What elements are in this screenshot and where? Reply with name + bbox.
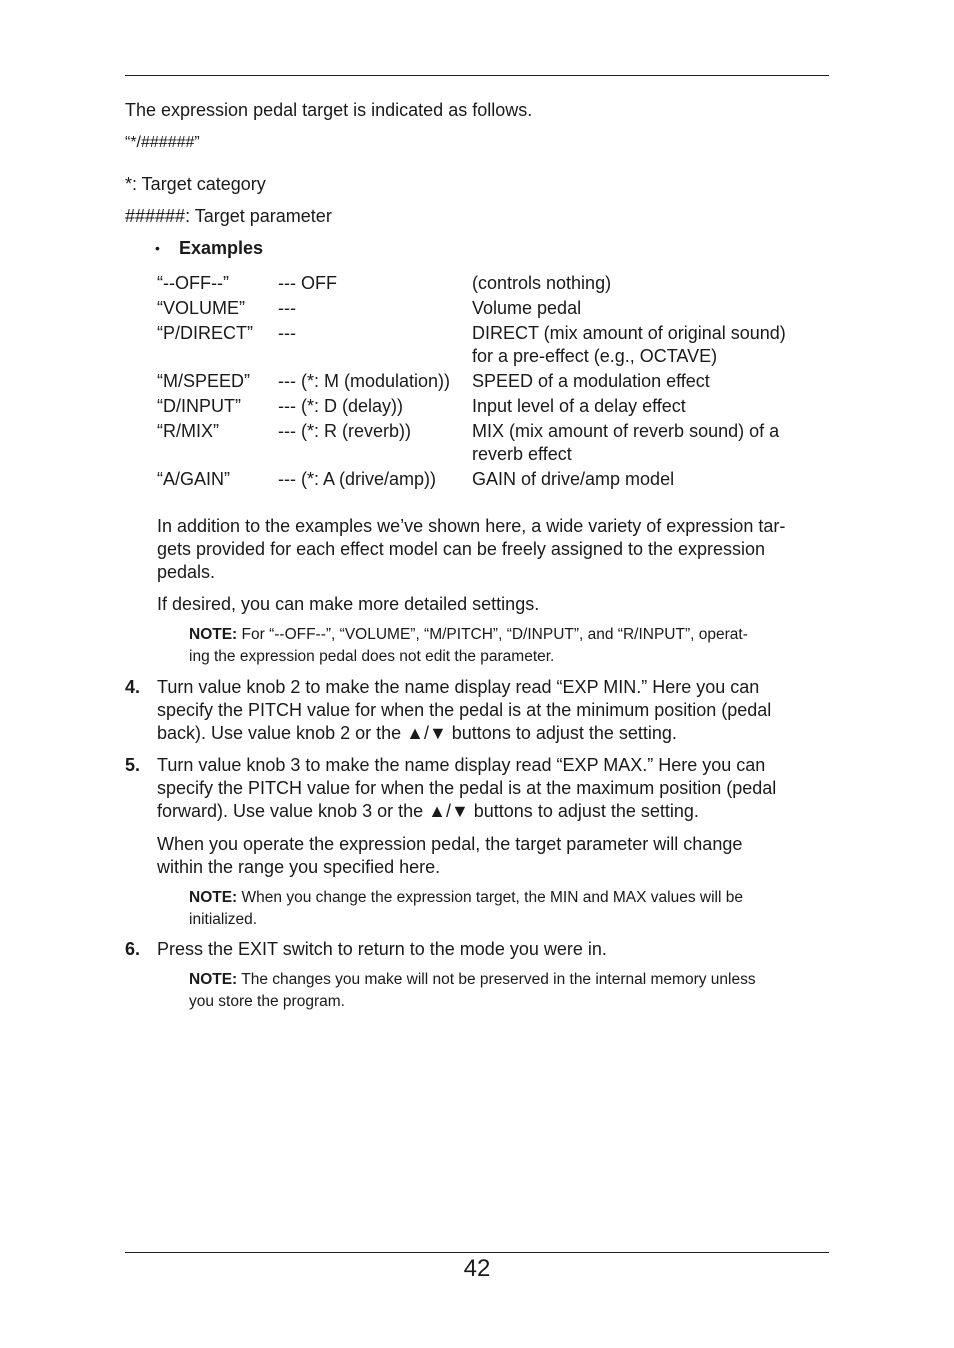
bullet-icon: • <box>155 240 160 256</box>
example-desc: DIRECT (mix amount of original sound) <box>472 323 786 343</box>
example-code: “M/SPEED” <box>157 371 251 391</box>
step-4-number: 4. <box>125 677 141 697</box>
step-4-text: Turn value knob 2 to make the name display read “EXP MIN.” Here you can specify the PITCH value for when the pedal is at the minimum position (pedal back). Use value knob 2 or the ▲/▼ buttons to adjust the setting. <box>157 677 772 743</box>
example-code: “R/MIX” <box>157 421 219 441</box>
note-2: NOTE: When you change the expression target, the MIN and MAX values will be initialized. <box>189 889 743 928</box>
step-6-number: 6. <box>125 939 141 959</box>
step-5-number: 5. <box>125 755 141 775</box>
format-text: “*/######” <box>125 134 200 151</box>
operate-paragraph: When you operate the expression pedal, the target parameter will change within the range you specified here. <box>157 834 743 877</box>
note-3: NOTE: The changes you make will not be preserved in the internal memory unless you store the program. <box>189 971 756 1010</box>
examples-heading: Examples <box>179 238 264 258</box>
target-category: *: Target category <box>125 174 266 194</box>
addition-paragraph: In addition to the examples we’ve shown here, a wide variety of expression tar- gets provided for each effect model can be freely assigned to the expression pedals. <box>157 516 786 582</box>
note-label: NOTE: <box>189 626 238 643</box>
note-1: NOTE: For “--OFF--”, “VOLUME”, “M/PITCH”, “D/INPUT”, and “R/INPUT”, operat- ing the expression pedal does not edit the parameter. <box>189 626 748 665</box>
step-6-text: Press the EXIT switch to return to the mode you were in. <box>157 939 607 959</box>
note-label: NOTE: <box>189 889 238 906</box>
example-target: --- (*: R (reverb)) <box>278 421 411 441</box>
example-target: --- (*: D (delay)) <box>278 396 403 416</box>
example-target: --- <box>278 298 296 318</box>
header-rule <box>125 75 829 76</box>
example-target: --- (*: M (modulation)) <box>278 371 451 391</box>
example-desc: GAIN of drive/amp model <box>472 469 675 489</box>
example-target: --- <box>278 323 296 343</box>
example-desc: SPEED of a modulation effect <box>472 371 710 391</box>
target-parameter: ######: Target parameter <box>125 206 332 226</box>
example-desc: reverb effect <box>472 444 572 464</box>
example-target: --- (*: A (drive/amp)) <box>278 469 437 489</box>
example-code: “D/INPUT” <box>157 396 241 416</box>
example-desc: for a pre-effect (e.g., OCTAVE) <box>472 346 718 366</box>
example-code: “--OFF--” <box>157 273 229 293</box>
example-desc: Input level of a delay effect <box>472 396 686 416</box>
intro-text: The expression pedal target is indicated as follows. <box>125 100 533 120</box>
step-5-text: Turn value knob 3 to make the name display read “EXP MAX.” Here you can specify the PITCH value for when the pedal is at the maximum position (pedal forward). Use value knob 3 or the ▲/▼ buttons to adjust the setting. <box>157 755 777 821</box>
detailed-text: If desired, you can make more detailed settings. <box>157 594 540 614</box>
example-desc: (controls nothing) <box>472 273 612 293</box>
example-target: --- OFF <box>278 273 337 293</box>
example-code: “P/DIRECT” <box>157 323 253 343</box>
footer-rule <box>125 1252 829 1253</box>
example-code: “VOLUME” <box>157 298 246 318</box>
example-desc: MIX (mix amount of reverb sound) of a <box>472 421 780 441</box>
page-number: 42 <box>463 1255 491 1282</box>
example-code: “A/GAIN” <box>157 469 231 489</box>
note-label: NOTE: <box>189 971 238 988</box>
example-desc: Volume pedal <box>472 298 582 318</box>
